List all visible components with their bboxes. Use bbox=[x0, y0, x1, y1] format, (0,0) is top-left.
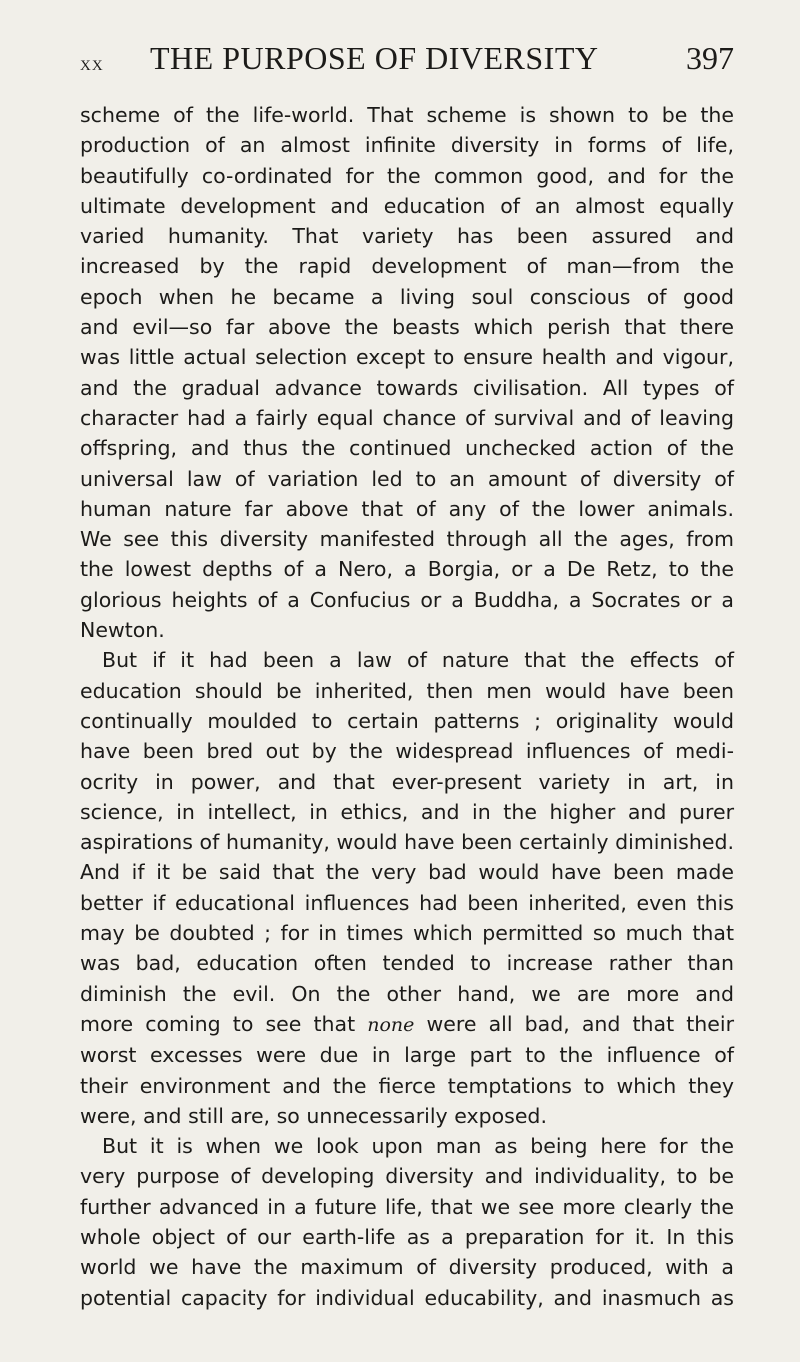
text-line: scheme of the life-world. That scheme is shown to be the bbox=[80, 103, 734, 127]
text-line: Newton. bbox=[80, 618, 165, 643]
text-line: ultimate development and education of an almost equally bbox=[80, 193, 734, 218]
text-line: worst excesses were due in large part to the influence of bbox=[80, 1043, 734, 1068]
text-line: We see this diversity manifested through all the ages, from bbox=[80, 527, 734, 552]
text-line: and evil—so far above the beasts which perish that there bbox=[80, 315, 734, 340]
text-line: diminish the evil. On the other hand, we are more and bbox=[80, 981, 734, 1006]
text-line: universal law of variation led to an amount of diversity of bbox=[80, 466, 734, 491]
text-line: very purpose of developing diversity and individuality, to be bbox=[80, 1164, 734, 1189]
text-line: science, in intellect, in ethics, and in the higher and purer bbox=[80, 799, 734, 824]
body-text bbox=[80, 100, 734, 1313]
text-line: better if educational influences had been inherited, even this bbox=[80, 890, 734, 915]
text-line: varied humanity. That variety has been assured and bbox=[80, 224, 734, 249]
text-line: increased by the rapid development of man—from the bbox=[80, 254, 734, 279]
text-line: production of an almost infinite diversity in forms of life, bbox=[80, 133, 734, 158]
text-line: may be doubted ; for in times which permitted so much that bbox=[80, 921, 734, 946]
text-line: human nature far above that of any of the lower animals. bbox=[80, 496, 734, 521]
text-line: beautifully co-ordinated for the common good, and for the bbox=[80, 163, 734, 188]
text-line: have been bred out by the widespread influences of medi- bbox=[80, 739, 734, 764]
text-line: epoch when he became a living soul conscious of good bbox=[80, 284, 734, 309]
text-line: were, and still are, so unnecessarily exposed. bbox=[80, 1103, 547, 1128]
text-line: ocrity in power, and that ever-present variety in art, in bbox=[80, 769, 734, 794]
text-line: And if it be said that the very bad would have been made bbox=[80, 860, 734, 885]
text-segment: more coming to see that bbox=[80, 1011, 368, 1036]
chapter-number: XX bbox=[80, 58, 104, 74]
text-line: was bad, education often tended to increase rather than bbox=[80, 951, 734, 976]
text-line: glorious heights of a Confucius or a Buddha, a Socrates or a bbox=[80, 587, 734, 612]
text-line: character had a fairly equal chance of survival and of leaving bbox=[80, 405, 734, 430]
text-line: was little actual selection except to ensure health and vigour, bbox=[80, 345, 734, 370]
text-line: further advanced in a future life, that we see more clearly the bbox=[80, 1194, 734, 1219]
page-number: 397 bbox=[686, 40, 734, 76]
text-line bbox=[80, 1009, 734, 1040]
text-line: education should be inherited, then men would have been bbox=[80, 678, 734, 703]
text-segment: were all bad, and that their bbox=[414, 1011, 734, 1036]
text-line: whole object of our earth-life as a preparation for it. In this bbox=[80, 1224, 734, 1249]
text-line: and the gradual advance towards civilisation. All types of bbox=[80, 375, 734, 400]
text-line: their environment and the fierce temptations to which they bbox=[80, 1073, 734, 1098]
text-line: world we have the maximum of diversity produced, with a bbox=[80, 1255, 734, 1280]
text-line: the lowest depths of a Nero, a Borgia, or a De Retz, to the bbox=[80, 557, 734, 582]
text-line: offspring, and thus the continued unchecked action of the bbox=[80, 436, 734, 461]
running-title: THE PURPOSE OF DIVERSITY bbox=[150, 40, 599, 76]
text-line: But if it had been a law of nature that the effects of bbox=[102, 648, 734, 673]
text-line: aspirations of humanity, would have been certainly diminished. bbox=[80, 830, 734, 855]
book-page bbox=[80, 40, 734, 1313]
running-head bbox=[80, 40, 734, 90]
text-line: continually moulded to certain patterns ; originality would bbox=[80, 708, 734, 733]
italic-word: none bbox=[367, 1013, 415, 1036]
text-line: potential capacity for individual educability, and inasmuch as bbox=[80, 1285, 734, 1310]
text-line: But it is when we look upon man as being here for the bbox=[102, 1134, 734, 1159]
